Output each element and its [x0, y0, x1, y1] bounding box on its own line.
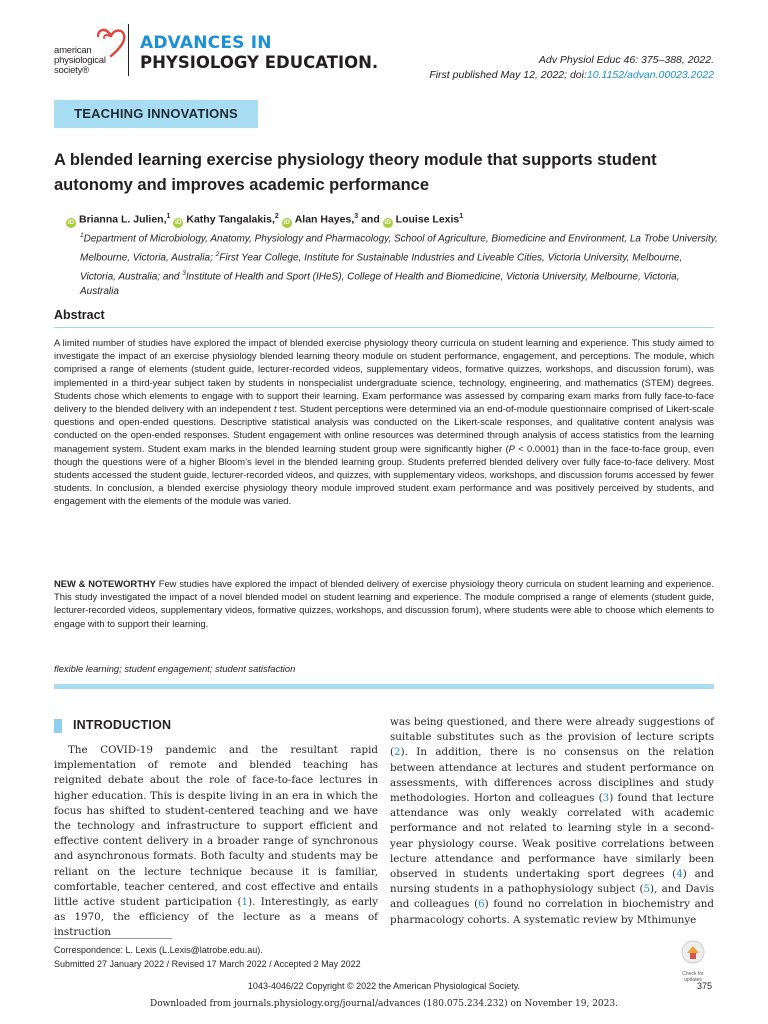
- citation: [429, 53, 714, 83]
- author-name[interactable]: Louise Lexis: [395, 213, 460, 226]
- citation-line1: Adv Physiol Educ 46: 375–388, 2022.: [538, 54, 714, 66]
- author-name[interactable]: Brianna L. Julien,: [79, 213, 167, 226]
- download-notice: Downloaded from journals.physiology.org/journal/advances (180.075.234.232) on November 19, 2023.: [150, 999, 618, 1009]
- orcid-icon[interactable]: iD: [67, 218, 75, 226]
- abstract-body: A limited number of studies have explored the impact of blended exercise physiology theory curricula on student learning and experience. This study aimed to investigate the impact of an exercise physiology blended learning theory module on student performance, engagement, and perceptions. The module, which comprised a range of elements (student guide, lecturer-recorded videos, supplementary videos, formative quizzes, workshops, and discussion forum), was implemented in a third-year subject taken by students in nonspecialist undergraduate science, technology, engineering, and mathematics (STEM) degrees. Students chose which elements to engage with to support their learning. Exam performance was assessed by comparing exam marks from fully face-to-face delivery to the blended delivery with an independent t test. Student perceptions were determined via an end-of-module questionnaire comprised of Likert-scale questions and open-ended questions. Descriptive statistical analysis was conducted on the Likert-scale responses, and qualitative content analysis was conducted on the open-ended responses. Student engagement with online resources was determined through analysis of access statistics from the learning management system. Student exam marks in the blended learning student group were significantly higher (P < 0.0001) than in the face-to-face group, even though the questions were of a higher Bloom’s level in the blended learning group. Students preferred blended delivery over fully face-to-face delivery. Most students accessed the student guide, lecturer-recorded videos, and quizzes, with supplementary videos, workshops, and discussion forums accessed by fewer students. In conclusion, a blended exercise physiology theory module improved student exam performance and was positively perceived by students, and engagement with the elements of the module was varied.: [54, 337, 714, 507]
- reference-link[interactable]: 4: [676, 868, 683, 881]
- check-for-updates-badge[interactable]: [676, 940, 710, 983]
- journal-name-line1: ADVANCES IN: [140, 33, 272, 53]
- journal-name-line2: PHYSIOLOGY EDUCATION.: [140, 53, 379, 72]
- author-name[interactable]: Kathy Tangalakis,: [186, 213, 275, 226]
- orcid-icon[interactable]: iD: [175, 218, 182, 226]
- reference-link[interactable]: 3: [602, 792, 610, 805]
- orcid-icon[interactable]: iD: [384, 218, 391, 226]
- orcid-icon[interactable]: iD: [283, 218, 290, 226]
- keywords: flexible learning; student engagement; student satisfaction: [54, 663, 296, 674]
- society-logo: [30, 26, 130, 80]
- heading-bar-icon: [54, 719, 62, 733]
- section-tag: TEACHING INNOVATIONS: [54, 100, 258, 128]
- doi-link[interactable]: 10.1152/advan.00023.2022: [586, 69, 714, 81]
- reference-link[interactable]: 2: [394, 746, 401, 759]
- body-column-left: The COVID-19 pandemic and the resultant rapid implementation of remote and blended teaching has reignited debate about the role of face-to-face lectures in higher education. This is despite living in an era in which the focus has shifted to student-centered teaching and we have the technology and infrastructure to support efficient and effective content delivery in a broader range of synchronous and asynchronous formats. Both faculty and students may be reliant on the lecture technique because it is familiar, comfortable, teacher centered, and cost effective and entails little active student participation (1). Interestingly, as early as 1970, the efficiency of the lecture as a means of instruction: [54, 744, 378, 939]
- reference-link[interactable]: 1: [241, 896, 249, 909]
- citation-line2: First published May 12, 2022; doi:10.1152/advan.00023.2022: [429, 69, 714, 81]
- check-for-updates-icon: [676, 940, 710, 966]
- author-name[interactable]: Alan Hayes,: [294, 213, 355, 226]
- journal-name: [140, 34, 378, 72]
- author-list: iD Brianna L. Julien,$^1$ iD Kathy Tangalakis,$^2$ iD Alan Hayes,$^3$ and iD Louise Lexis$^1$: [67, 213, 464, 226]
- article-title: A blended learning exercise physiology theory module that supports student autonomy and improves academic performance: [54, 151, 657, 194]
- check-for-updates-text: Check for updates: [682, 971, 704, 983]
- logo-divider: [128, 24, 129, 76]
- body-column-right: was being questioned, and there were already suggestions of suitable substitutes such as the provision of lecture scripts (2). In addition, there is no consensus on the relation between attendance at lectures and student performance on assessments, with differences across disciplines and study methodologies. Horton and colleagues (3) found that lecture attendance was only weakly correlated with academic performance and not related to learning style in a second-year physiology course. Weak positive correlations between lecture attendance and performance have similarly been observed in students undertaking sport degrees (4) and nursing students in a pathophysiology subject (5), and Davis and colleagues (6) found no correlation in biochemistry and pharmacology cohorts. A systematic review by Mthimunye: [390, 716, 715, 926]
- new-noteworthy: NEW & NOTEWORTHY Few studies have explored the impact of blended delivery of exercise physiology theory curricula on student learning and experience. This study investigated the impact of a novel blended model on student learning and experience. The module comprised a range of elements (student guide, lecturer-recorded videos, supplementary videos, formative quizzes, workshops, and discussion forum), where students were able to choose which elements to engage with to support their learning.: [54, 578, 714, 629]
- abstract-divider: [54, 327, 714, 328]
- footnote: [54, 943, 361, 971]
- society-name: american physiological society®: [54, 45, 106, 76]
- page-number: 375: [696, 981, 712, 991]
- reference-link[interactable]: 5: [643, 883, 651, 896]
- author-connector: and: [361, 213, 380, 226]
- correspondence: Correspondence: L. Lexis (L.Lexis@latrobe.edu.au).: [54, 945, 263, 955]
- reference-link[interactable]: 6: [478, 898, 485, 911]
- noteworthy-label: NEW & NOTEWORTHY: [54, 578, 156, 589]
- submission-dates: Submitted 27 January 2022 / Revised 17 March 2022 / Accepted 2 May 2022: [54, 959, 361, 969]
- abstract-bottom-rule: [54, 684, 714, 689]
- copyright: 1043-4046/22 Copyright © 2022 the American Physiological Society.: [247, 981, 521, 991]
- affiliations: $^1$Department of Microbiology, Anatomy, Physiology and Pharmacology, School of Agriculture, Biomedicine and Environment, La Trobe University, Melbourne, Victoria, Australia; $^2$First Year College, Institute for Sustainable Industries and Liveable Cities, Victoria University, Melbourne, Victoria, Australia; and $^3$Institute of Health and Sport (IHeS), College of Health and Biomedicine, Victoria University, Melbourne, Victoria, Australia: [80, 232, 718, 298]
- abstract-heading: Abstract: [54, 308, 105, 322]
- footnote-divider: [54, 938, 172, 939]
